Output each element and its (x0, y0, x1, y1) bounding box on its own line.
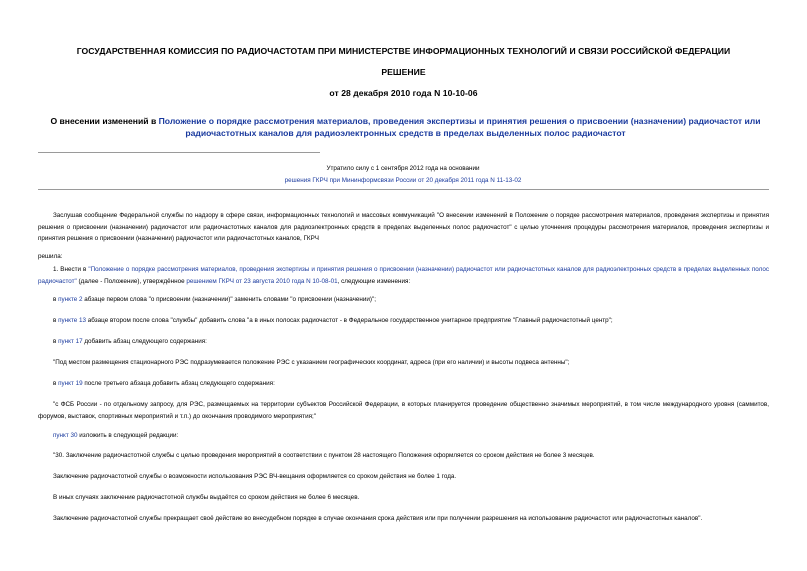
decision-link[interactable]: решением ГКРЧ от 23 августа 2010 года N 10-08-01 (186, 277, 338, 285)
change-clause-30: пункт 30 изложить в следующей редакции: (53, 432, 179, 439)
clause-13-link[interactable]: пункте 13 (58, 317, 87, 324)
clause-17-link[interactable]: пункт 17 (58, 338, 83, 345)
change-clause-17: в пункт 17 добавить абзац следующего содержания: (53, 338, 207, 345)
preamble-paragraph: Заслушав сообщение Федеральной службы по надзору в сфере связи, информационных технологий и массовых коммуникаций "О внесении изменений в Положение о порядке рассмотрения материалов, проведения экспертизы и принятия решения о присвоении (назначении) радиочастот или радиочастотных каналов для радиоэлектронных средств в пределах выделенных полос радиочастот" с целью уточнения процедуры рассмотрения материалов, проведения экспертизы и принятия решения о присвоении (назначении) радиочастот или радиочастотных каналов, ГКРЧ (38, 212, 769, 243)
document-title (38, 115, 773, 139)
document-type: РЕШЕНИЕ (381, 67, 426, 77)
clause-30-para-3: В иных случаях заключение радиочастотной службы выдаётся со сроком действия не более 6 месяцев. (53, 494, 360, 501)
issuing-authority: ГОСУДАРСТВЕННАЯ КОМИССИЯ ПО РАДИОЧАСТОТАМ ПРИ МИНИСТЕРСТВЕ ИНФОРМАЦИОННЫХ ТЕХНОЛОГИЙ И СВЯЗИ РОССИЙСКОЙ ФЕДЕРАЦИИ (76, 46, 731, 56)
clause-30-para-2: Заключение радиочастотной службы о возможности использования РЭС ВЧ-вещания оформляется со сроком действия не более 1 года. (53, 473, 457, 480)
separator-top (38, 152, 320, 153)
decided-label: решила: (38, 253, 63, 260)
item-1-paragraph: 1. Внести в "Положение о порядке рассмотрения материалов, проведения экспертизы и принятия решения о присвоении (назначении) радиочастот или радиочастотных каналов для радиоэлектронных средств в пределах выделенных полос радиочастот" (далее - Положение), утверждённое решением ГКРЧ от 23 августа 2010 года N 10-08-01, следующие изменения: (38, 266, 770, 285)
clause-2-link[interactable]: пункте 2 (58, 296, 83, 303)
title-prefix: О внесении изменений в (50, 116, 159, 126)
clause-19-quote: "с ФСБ России - по отдельному запросу, для РЭС, размещаемых на территории субъектов Российской Федерации, в которых планируется проведение общественно значимых мероприятий, в том числе международного уровня (саммитов, форумов, выставок, спортивных мероприятий и т.п.) до окончания проводимого мероприятия;" (38, 401, 769, 420)
change-clause-13: в пункте 13 абзаце втором после слова "службы" добавить слова "а в иных полосах радиочастот - в Федеральное государственное унитарное предприятие "Главный радиочастотный центр"; (53, 317, 613, 324)
repeal-decision-link[interactable]: решения ГКРЧ при Мининформсвязи России от 20 декабря 2011 года N 11-13-02 (284, 176, 522, 184)
clause-30-para-4: Заключение радиочастотной службы прекращает своё действие во внесудебном порядке в случае окончания срока действия или при получении разрешения на использование радиочастот или радиочастотных каналов". (53, 515, 703, 522)
clause-17-quote: "Под местом размещения стационарного РЭС подразумевается положение РЭС с указанием географических координат, адреса (при его наличии) и высоты подвеса антенны"; (53, 359, 570, 366)
repeal-note (200, 163, 606, 186)
regulation-link[interactable]: Положение о порядке рассмотрения материалов, проведения экспертизы и принятия решения о присвоении (назначении) радиочастот или радиочастотных каналов для радиоэлектронных средств в пределах выделенных полос радиочастот (158, 116, 761, 138)
separator-bottom (38, 189, 769, 190)
clause-30-link[interactable]: пункт 30 (53, 432, 78, 439)
repeal-note-text: Утратило силу с 1 сентября 2012 года на основании (326, 165, 480, 172)
clause-30-para-1: "30. Заключение радиочастотной службы с целью проведения мероприятий в соответствии с пунктом 28 настоящего Положения оформляется со сроком действия не более 3 месяцев. (53, 452, 595, 459)
regulation-link-2[interactable]: "Положение о порядке рассмотрения материалов, проведения экспертизы и принятия решения о присвоении (назначении) радиочастот или радиочастотных каналов для радиоэлектронных средств в пределах выделенных полос радиочастот" (38, 266, 770, 285)
document-date-number: от 28 декабря 2010 года N 10-10-06 (329, 88, 478, 98)
change-clause-2: в пункте 2 абзаце первом слова "о присвоении (назначении)" заменить словами "о присвоении (назначении)"; (53, 296, 376, 303)
clause-19-link[interactable]: пункт 19 (58, 380, 83, 387)
change-clause-19: в пункт 19 после третьего абзаца добавить абзац следующего содержания: (53, 380, 275, 387)
